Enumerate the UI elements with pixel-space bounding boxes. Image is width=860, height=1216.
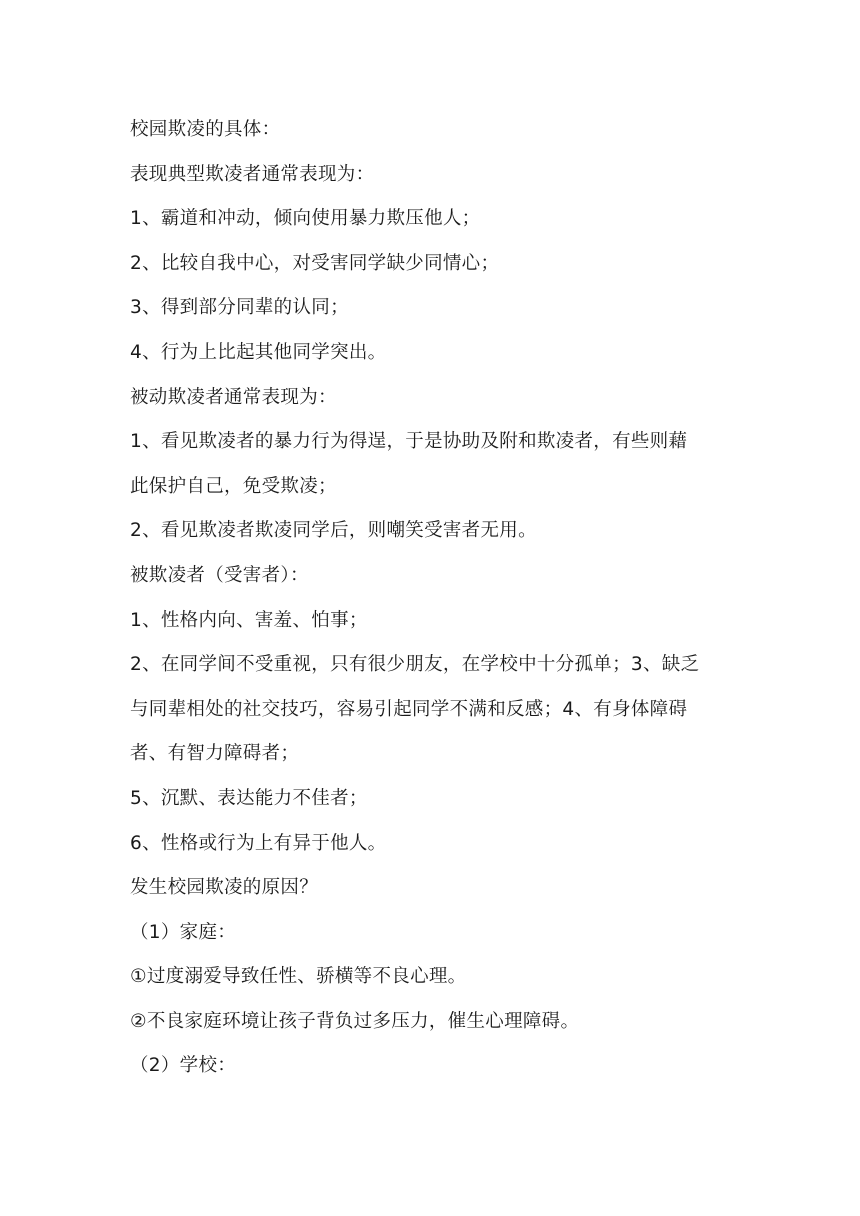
list-item: 2、比较自我中心，对受害同学缺少同情心；: [130, 252, 500, 274]
list-item: 6、性格或行为上有异于他人。: [130, 832, 387, 854]
list-item: ②不良家庭环境让孩子背负过多压力，催生心理障碍。: [130, 1010, 580, 1032]
list-item-continuation: 此保护自己，免受欺凌；: [130, 475, 337, 497]
subsection-heading: （1）家庭：: [130, 921, 237, 943]
subsection-heading: 被欺凌者（受害者）：: [130, 564, 309, 586]
list-item: 1、霸道和冲动，倾向使用暴力欺压他人；: [130, 208, 481, 230]
list-item: 1、看见欺凌者的暴力行为得逞，于是协助及附和欺凌者，有些则藉: [130, 431, 688, 453]
list-item: 1、性格内向、害羞、怕事；: [130, 609, 368, 631]
subsection-heading: （2）学校：: [130, 1055, 237, 1077]
section-heading: 校园欺凌的具体：: [130, 119, 281, 140]
list-item: 2、在同学间不受重视，只有很少朋友，在学校中十分孤单；3、缺乏: [130, 654, 700, 676]
list-item: 5、沉默、表达能力不佳者；: [130, 787, 368, 809]
section-heading: 发生校园欺凌的原因？: [130, 877, 319, 899]
list-item: 3、得到部分同辈的认同；: [130, 297, 349, 319]
list-item: 4、行为上比起其他同学突出。: [130, 341, 387, 363]
subsection-heading: 被动欺凌者通常表现为：: [130, 386, 337, 408]
list-item-continuation: 者、有智力障碍者；: [130, 743, 300, 765]
list-item: ①过度溺爱导致任性、骄横等不良心理。: [130, 966, 467, 988]
list-item-continuation: 与同辈相处的社交技巧，容易引起同学不满和反感；4、有身体障碍: [130, 698, 688, 720]
list-item: 2、看见欺凌者欺凌同学后，则嘲笑受害者无用。: [130, 520, 537, 542]
subsection-heading: 表现典型欺凌者通常表现为：: [130, 163, 375, 185]
document-body: [130, 108, 735, 1089]
